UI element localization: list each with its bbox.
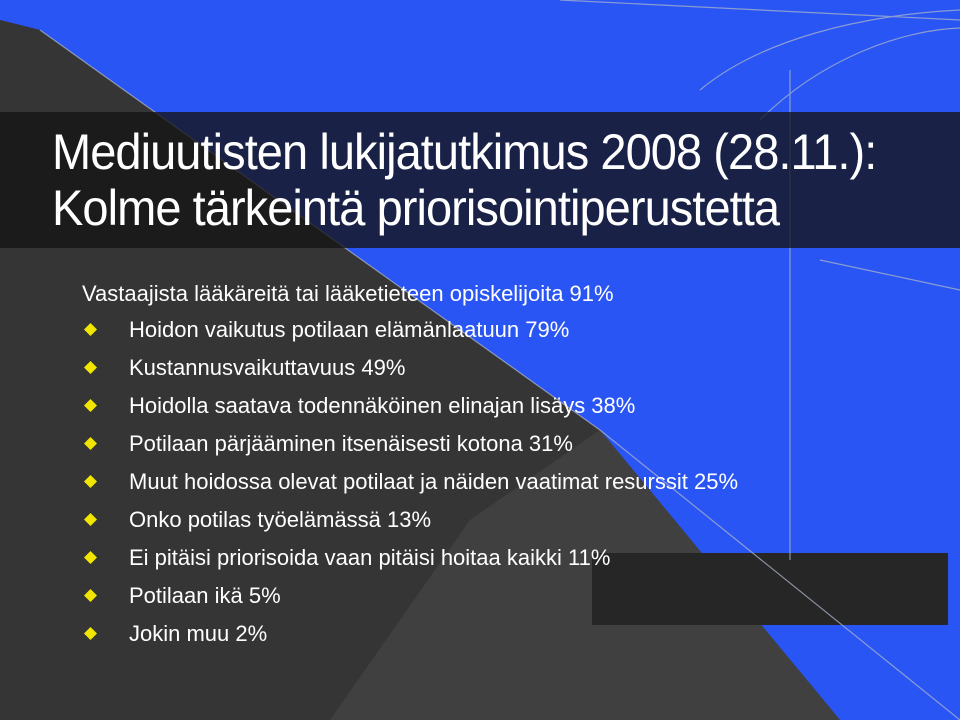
bullet-text: Potilaan pärjääminen itsenäisesti kotona 31% [129,431,573,456]
bullet-item [0,506,829,533]
intro-text: Vastaajista lääkäreitä tai lääketieteen opiskelijoita 91% [82,281,614,306]
title-line-2: Kolme tärkeintä priorisointiperustetta [52,180,780,236]
bullet-item [0,582,829,609]
bullet-text: Muut hoidossa olevat potilaat ja näiden vaatimat resurssit 25% [129,469,739,494]
bullet-item [0,620,829,647]
diamond-bullet-icon [84,475,97,488]
bullet-item [0,392,829,419]
diamond-bullet-icon [84,513,97,526]
bullet-item [0,544,829,571]
diamond-bullet-icon [84,399,97,412]
bullet-text: Hoidon vaikutus potilaan elämänlaatuun 79% [129,317,570,342]
diamond-bullet-icon [84,323,97,336]
bullet-text: Hoidolla saatava todennäköinen elinajan lisäys 38% [129,393,636,418]
bullet-item [0,354,829,381]
bullet-text: Onko potilas työelämässä 13% [129,507,432,532]
bullet-text: Ei pitäisi priorisoida vaan pitäisi hoitaa kaikki 11% [129,545,611,570]
bullet-item [0,430,829,457]
bullet-text: Jokin muu 2% [129,621,268,646]
diamond-bullet-icon [84,437,97,450]
diamond-bullet-icon [84,627,97,640]
diamond-bullet-icon [84,551,97,564]
bullet-text: Potilaan ikä 5% [129,583,281,608]
bullet-text: Kustannusvaikuttavuus 49% [129,355,406,380]
diamond-bullet-icon [84,589,97,602]
bullet-item [0,468,829,495]
diamond-bullet-icon [84,361,97,374]
title-line-1: Mediuutisten lukijatutkimus 2008 (28.11.): [52,124,877,180]
slide-title [52,124,879,236]
bullet-item [0,316,829,343]
bullet-list [0,316,829,658]
